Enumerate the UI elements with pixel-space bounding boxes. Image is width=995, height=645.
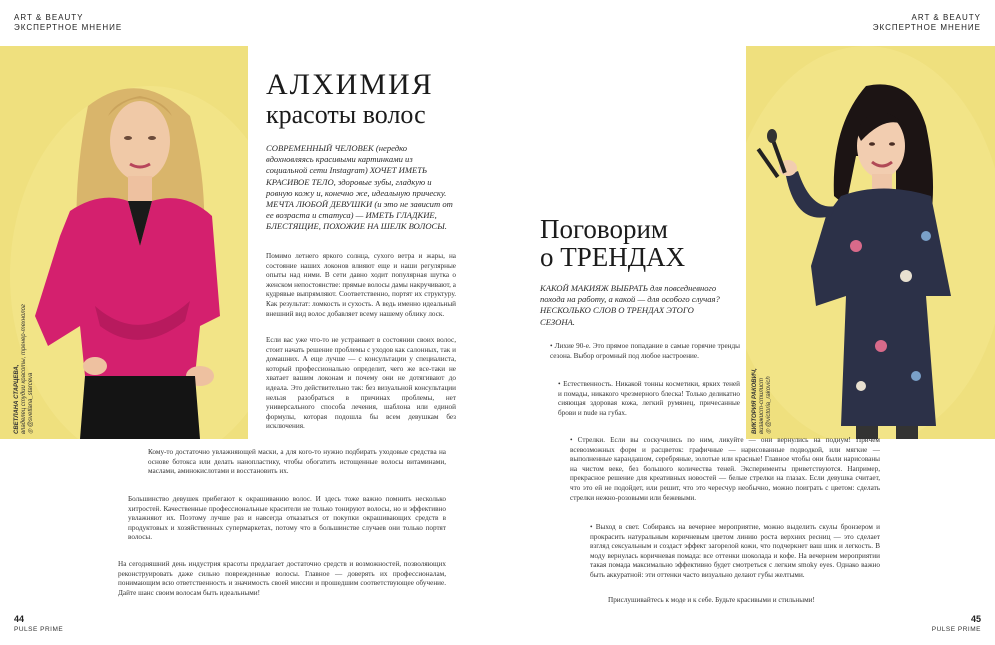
left-section-label: ART & BEAUTY bbox=[14, 13, 84, 22]
right-brand: PULSE PRIME bbox=[931, 626, 981, 633]
right-item-3-text: Стрелки. Если вы соскучились по ним, ликуйте — они вернулись на подиум! Причем всевозможных форм и расцветок: графичные — нарисованные подводкой, или мягкие — выполненные карандашом, серебряные, золотые или красные! Главное чтобы они были нарисованы на чистом веке, без большого количества теней. Эксперименты приветствуются. Например, прекрасное решение для креативных новостей — белые стрелки на глазах. Если девушка считает, что это ей не подойдет, или решит, что это чересчур необычно, можно поиграть с цветом: сделать стрелки нежно-розовыми или бежевыми. bbox=[570, 436, 880, 502]
left-paragraph-5: На сегодняшний день индустрия красоты предлагает достаточно средств и возможностей, позволяющих реконструировать даже сильно поврежденные волосы. Главное — доверять их профессионалам, понимающим всю ответственность и значимость своей миссии и прошедшим соответствующее обучение. Дайте шанс своим волосам быть идеальными! bbox=[118, 560, 446, 597]
left-paragraph-4: Большинство девушек прибегают к окрашиванию волос. И здесь тоже важно помнить несколько хитростей. Качественные профессиональные красители не только тонируют волосы, но и эффективно увлажняют их. Поэтому лучше раз и навсегда отказаться от покупки окрашивающих средств в продуктовых и хозяйственных супермаркетах, потому что в большинстве случаев они только портят волосы. bbox=[128, 495, 446, 542]
right-page-number: 45 bbox=[970, 614, 981, 624]
right-subsection-label: ЭКСПЕРТНОЕ МНЕНИЕ bbox=[872, 23, 981, 32]
right-item-2 bbox=[558, 380, 740, 418]
right-caption-name: ВИКТОРИЯ РАКОВИЧ, bbox=[752, 368, 758, 434]
left-brand: PULSE PRIME bbox=[14, 626, 64, 633]
right-item-4 bbox=[590, 523, 880, 581]
right-caption-role: визажист-стилист bbox=[759, 377, 765, 434]
instagram-icon: ◎ bbox=[766, 428, 772, 434]
bullet: • bbox=[570, 436, 578, 444]
left-caption-handle bbox=[28, 304, 35, 434]
bullet: • bbox=[550, 342, 555, 350]
right-caption-handle-text: @victoria_rakovich bbox=[766, 376, 772, 428]
left-lead: СОВРЕМЕННЫЙ ЧЕЛОВЕК (нередко вдохновляясь красивыми картинками из социальной сети Instagram) ХОЧЕТ ИМЕТЬ КРАСИВОЕ ТЕЛО, здоровые зубы, гладкую и ровную кожу и, конечно же, идеальную прическу. МЕЧТА ЛЮБОЙ ДЕВУШКИ (и это не зависит от ее возраста и статуса) — ИМЕТЬ ГЛАДКИЕ, БЛЕСТЯЩИЕ, ПОХОЖИЕ НА ШЕЛК ВОЛОСЫ. bbox=[266, 143, 453, 232]
left-caption-role: владелец студии красоты, тренер-технолог bbox=[21, 304, 27, 434]
left-paragraph-3: Кому-то достаточно увлажняющей маски, а для кого-то нужно подбирать уходовые средства на основе ботокса или делать нанопластику, чтобы обогатить истощенные волосы витаминами, маслами, аминокислотами и восстановить их. bbox=[148, 448, 446, 476]
right-item-1 bbox=[550, 342, 740, 361]
right-item-2-text: Естественность. Никакой тонны косметики, ярких теней и помады, никакого чрезмерного блеска! Только деликатно сияющая здоровая кожа, легкий румянец, причесанные брови и nude на губах. bbox=[558, 380, 740, 417]
right-item-1-text: Лихие 90-е. Это прямое попадание в самые горячие тренды сезона. Выбор огромный под любое настроение. bbox=[550, 342, 740, 360]
right-caption-handle bbox=[766, 368, 773, 434]
right-item-3 bbox=[570, 436, 880, 503]
bullet: • bbox=[558, 380, 564, 388]
left-subsection-label: ЭКСПЕРТНОЕ МНЕНИЕ bbox=[14, 23, 123, 32]
left-caption-name: СВЕТЛАНА СТАРЦЕВА, bbox=[14, 364, 20, 434]
right-section-label: ART & BEAUTY bbox=[911, 13, 981, 22]
right-lead: КАКОЙ МАКИЯЖ ВЫБРАТЬ для повседневного похода на работу, а какой — для особого случая? НЕСКОЛЬКО СЛОВ О ТРЕНДАХ ЭТОГО СЕЗОНА. bbox=[540, 283, 720, 327]
left-caption bbox=[14, 304, 74, 434]
left-title-line1: АЛХИМИЯ bbox=[266, 68, 434, 101]
left-paragraph-1: Помимо летнего яркого солнца, сухого ветра и жары, на состояние наших локонов влияют еще и наши регулярные опыты над ними. В сети давно ходит популярная шутка о женском непостоянстве: прямые волосы дамы накручивают, а кудрявые выпрямляют. Соответственно, портят их структуру. Как результат: ломкость и сухость. А ведь именно идеальный внешний вид волос добавляет всему нашему облику лоск. bbox=[266, 252, 456, 318]
left-page-number: 44 bbox=[14, 614, 25, 624]
right-title-line1: Поговорим bbox=[540, 214, 668, 244]
instagram-icon: ◎ bbox=[28, 428, 34, 434]
right-title-line2: о ТРЕНДАХ bbox=[540, 242, 686, 272]
left-paragraph-2: Если вас уже что-то не устраивает в состоянии своих волос, стоит начать решение проблемы с уходов как салонных, так и домашних. А еще лучше — с консультации у специалиста, который профессионально определит, чего же все-таки не хватает вашим локонам и почему они не дотягивают до идеала. Это действительно так: без визуальной консультации нельзя разобраться в причинах проблемы, нет универсального способа лечения, шаблона или единой формулы, которая подошла бы всем девушкам без исключения. bbox=[266, 336, 456, 431]
bullet: • bbox=[590, 523, 596, 531]
right-item-4-text: Выход в свет. Собираясь на вечернее мероприятие, можно выделить скулы бронзером и прокрасить натуральным коричневым цветом линию роста верхних ресниц — это сделает взгляд сексуальным и создаст эффект загорелой кожи, что подчеркнет ваш шик и легкость. В моду вернулась коричневая помада: все оттенки шоколада и кофе. На вечернем мероприятии такая помада максимально эффективно будет смотреться с легким smoky eyes. Однако важно быть аккуратной: эти оттенки часто визуально делают губы желтыми. bbox=[590, 523, 880, 579]
right-closing: Прислушивайтесь к моде и к себе. Будьте красивыми и стильными! bbox=[608, 596, 815, 604]
right-caption bbox=[752, 368, 812, 434]
left-title-line2: красоты волос bbox=[266, 100, 426, 129]
left-caption-handle-text: @svetlana_starceva bbox=[28, 372, 34, 428]
